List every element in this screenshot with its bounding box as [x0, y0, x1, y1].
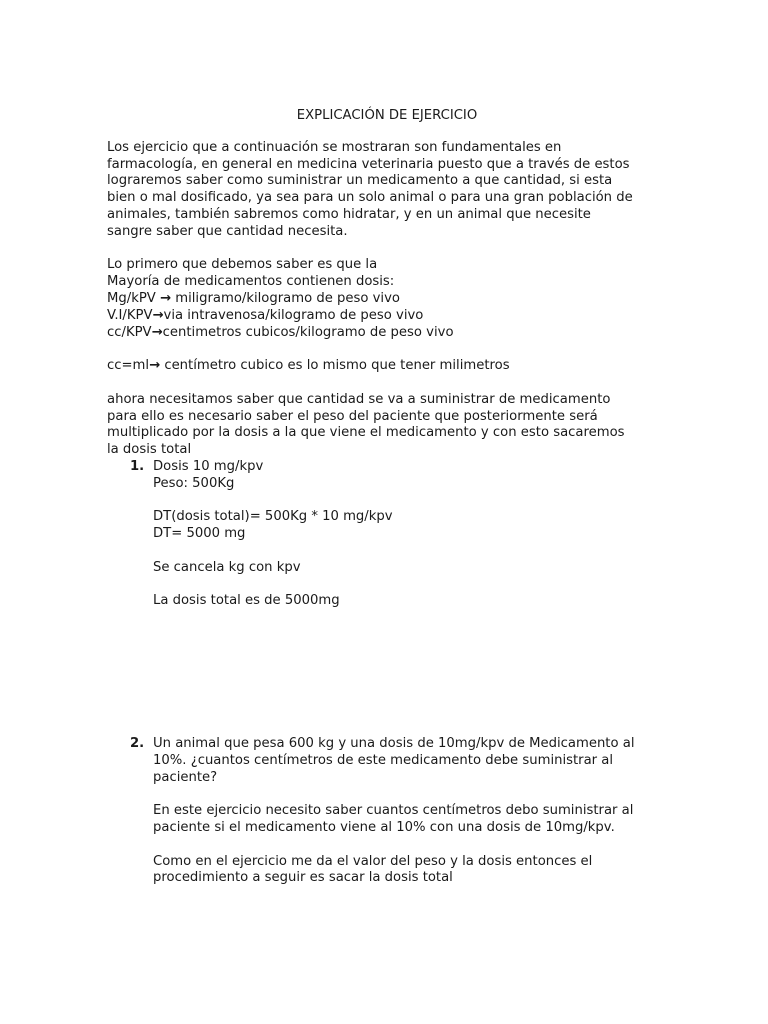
document-title: EXPLICACIÓN DE EJERCICIO — [296, 108, 478, 123]
exercise-line: DT(dosis total)= 500Kg * 10 mg/kpv — [153, 509, 393, 525]
exercise-line: paciente si el medicamento viene al 10% con una dosis de 10mg/kpv. — [153, 820, 615, 836]
intro-line: sangre saber que cantidad necesita. — [107, 223, 348, 239]
right-arrow-icon: → — [152, 307, 164, 323]
exercise-line: Se cancela kg con kpv — [153, 559, 301, 575]
exercise-line: paciente? — [153, 769, 218, 785]
spacer — [153, 577, 667, 594]
exercise-line: Un animal que pesa 600 kg y una dosis de 10mg/kpv de Medicamento al — [153, 736, 635, 752]
exercise-line: procedimiento a seguir es sacar la dosis total — [153, 870, 453, 886]
intro-line: animales, también sabremos como hidratar, y en un animal que necesite — [107, 206, 591, 222]
list-number: 1. — [130, 458, 145, 474]
exercise-item-1 — [107, 459, 667, 610]
spacer — [153, 787, 667, 804]
units-paragraph — [107, 257, 667, 341]
cc-ml-line — [107, 358, 667, 375]
exercise-line: 10%. ¿cuantos centímetros de este medicamento debe suministrar al — [153, 752, 614, 768]
exercise-line: Dosis 10 mg/kpv — [153, 458, 264, 474]
spacer — [107, 610, 667, 736]
intro-line: bien o mal dosificado, ya sea para un solo animal o para una gran población de — [107, 190, 633, 206]
document-page — [107, 108, 667, 887]
unit-cc-kpv — [107, 325, 667, 342]
spacer — [107, 375, 667, 392]
unit-vi-kpv — [107, 308, 667, 325]
unit-abbr: Mg/kPV — [107, 290, 160, 306]
dosis-intro-line: ahora necesitamos saber que cantidad se va a suministrar de medicamento — [107, 391, 611, 407]
cc-ml-paragraph — [107, 358, 667, 375]
right-arrow-icon: → — [160, 290, 172, 306]
units-intro-line: Mayoría de medicamentos contienen dosis: — [107, 274, 395, 290]
spacer — [107, 341, 667, 358]
spacer — [153, 543, 667, 560]
exercise-line: La dosis total es de 5000mg — [153, 593, 340, 609]
spacer — [107, 241, 667, 258]
exercise-list — [107, 459, 667, 610]
list-number: 2. — [130, 736, 145, 752]
intro-line: lograremos saber como suministrar un medicamento a que cantidad, si esta — [107, 173, 613, 189]
dosis-intro-line: para ello es necesario saber el peso del paciente que posteriormente será — [107, 408, 598, 424]
unit-description: centímetro cubico es lo mismo que tener milimetros — [160, 358, 510, 374]
unit-description: via intravenosa/kilogramo de peso vivo — [163, 307, 424, 323]
exercise-list — [107, 736, 667, 887]
unit-abbr: cc=ml — [107, 358, 150, 374]
intro-line: Los ejercicio que a continuación se mostraran son fundamentales en — [107, 139, 562, 155]
intro-line: farmacología, en general en medicina veterinaria puesto que a través de estos — [107, 156, 630, 172]
dosis-intro-line: multiplicado por la dosis a la que viene el medicamento y con esto sacaremos — [107, 425, 625, 441]
units-intro-line: Lo primero que debemos saber es que la — [107, 257, 378, 273]
exercise-line: En este ejercicio necesito saber cuantos centímetros debo suministrar al — [153, 803, 634, 819]
unit-abbr: V.I/KPV — [107, 307, 153, 323]
dosis-intro-line: la dosis total — [107, 442, 192, 458]
unit-abbr: cc/KPV — [107, 324, 152, 340]
exercise-line: Como en el ejercicio me da el valor del peso y la dosis entonces el — [153, 853, 593, 869]
exercise-line: DT= 5000 mg — [153, 526, 246, 542]
unit-description: centimetros cubicos/kilogramo de peso vivo — [162, 324, 454, 340]
dosis-intro-paragraph — [107, 392, 667, 459]
spacer — [153, 837, 667, 854]
unit-description: miligramo/kilogramo de peso vivo — [171, 290, 400, 306]
exercise-line: Peso: 500Kg — [153, 475, 235, 491]
right-arrow-icon: → — [151, 324, 163, 340]
spacer — [153, 493, 667, 510]
unit-mg-kpv — [107, 291, 667, 308]
right-arrow-icon: → — [149, 358, 161, 374]
exercise-item-2 — [107, 736, 667, 887]
intro-paragraph — [107, 140, 667, 241]
